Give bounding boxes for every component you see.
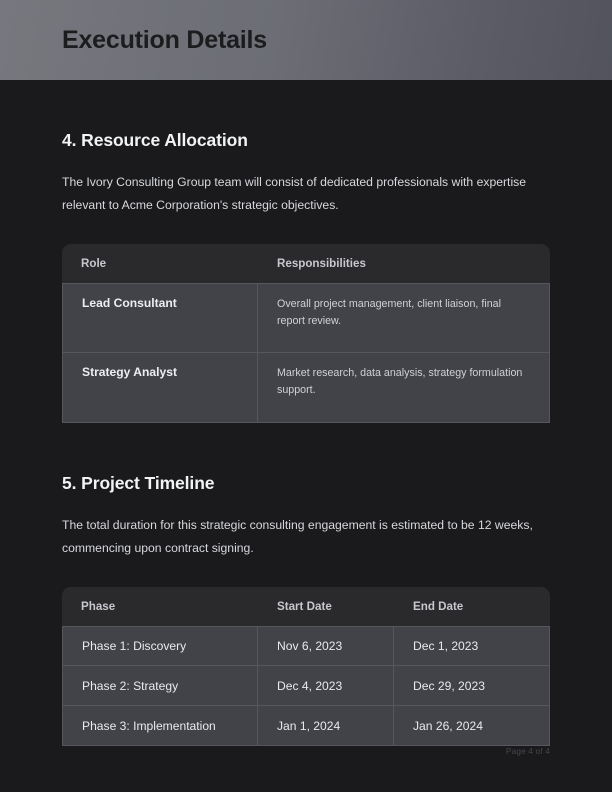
table-header-row: [62, 244, 550, 283]
cell-phase: Phase 1: Discovery: [62, 626, 258, 666]
column-header-start-date: Start Date: [258, 587, 394, 626]
page-content: [0, 80, 612, 746]
cell-responsibilities: Market research, data analysis, strategy formulation support.: [258, 353, 550, 423]
table-row: [62, 666, 550, 706]
cell-phase: Phase 2: Strategy: [62, 666, 258, 706]
cell-role: Lead Consultant: [62, 283, 258, 353]
cell-start-date: Nov 6, 2023: [258, 626, 394, 666]
table-row: [62, 353, 550, 423]
cell-end-date: Dec 29, 2023: [394, 666, 550, 706]
section-paragraph-resource-allocation: The Ivory Consulting Group team will consist of dedicated professionals with expertise relevant to Acme Corporation's strategic objectives.: [62, 175, 527, 212]
cell-start-date: Dec 4, 2023: [258, 666, 394, 706]
page-banner: [0, 0, 612, 80]
table-header-row: [62, 587, 550, 626]
page-title: Execution Details: [62, 25, 267, 54]
project-timeline-table: [62, 587, 550, 746]
column-header-end-date: End Date: [394, 587, 550, 626]
cell-end-date: Jan 26, 2024: [394, 706, 550, 746]
column-header-responsibilities: Responsibilities: [258, 244, 550, 283]
cell-phase: Phase 3: Implementation: [62, 706, 258, 746]
column-header-role: Role: [62, 244, 258, 283]
resource-allocation-table: [62, 244, 550, 423]
table-row: [62, 706, 550, 746]
table-row: [62, 283, 550, 353]
section-heading-project-timeline: 5. Project Timeline: [62, 473, 215, 494]
cell-responsibilities: Overall project management, client liaison, final report review.: [258, 283, 550, 353]
page-number-footer: Page 4 of 4: [505, 747, 550, 756]
section-heading-resource-allocation: 4. Resource Allocation: [62, 130, 248, 150]
table-row: [62, 626, 550, 666]
cell-start-date: Jan 1, 2024: [258, 706, 394, 746]
column-header-phase: Phase: [62, 587, 258, 626]
cell-end-date: Dec 1, 2023: [394, 626, 550, 666]
cell-role: Strategy Analyst: [62, 353, 258, 423]
section-paragraph-project-timeline: The total duration for this strategic consulting engagement is estimated to be 12 weeks, commencing upon contract signing.: [62, 518, 533, 555]
